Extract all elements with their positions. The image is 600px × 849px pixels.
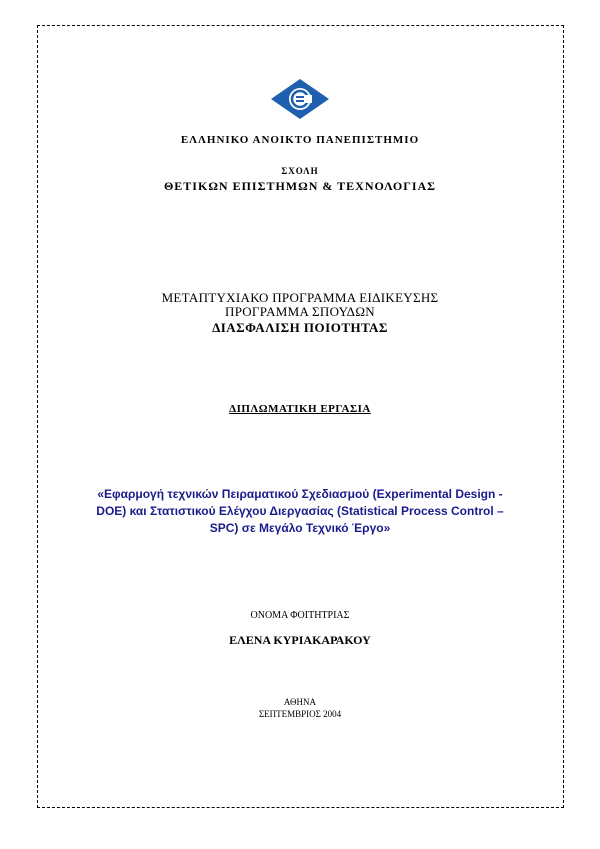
student-name: ΕΛΕΝΑ ΚΥΡΙΑΚΑΡΑΚΟΥ xyxy=(229,633,371,647)
thesis-label: ΔΙΠΛΩΜΑΤΙΚΗ ΕΡΓΑΣΙΑ xyxy=(229,403,371,415)
program-type: ΜΕΤΑΠΤΥΧΙΑΚΟ ΠΡΟΓΡΑΜΜΑ ΕΙΔΙΚΕΥΣΗΣ xyxy=(161,290,439,305)
city: ΑΘΗΝΑ xyxy=(283,697,317,707)
university-logo-icon xyxy=(270,78,330,120)
university-name: ΕΛΛΗΝΙΚΟ ΑΝΟΙΚΤΟ ΠΑΝΕΠΙΣΤΗΜΙΟ xyxy=(180,134,420,146)
thesis-title-line: DOE) και Στατιστικού Ελέγχου Διεργασίας (Statistical Process Control – xyxy=(96,504,504,518)
date: ΣΕΠΤΕΜΒΡΙΟΣ 2004 xyxy=(258,709,342,719)
faculty-name: ΘΕΤΙΚΩΝ ΕΠΙΣΤΗΜΩΝ & ΤΕΧΝΟΛΟΓΙΑΣ xyxy=(163,179,437,193)
student-name-label: ΟΝΟΜΑ ΦΟΙΤΗΤΡΙΑΣ xyxy=(250,610,350,621)
program-name: ΔΙΑΣΦΑΛΙΣΗ ΠΟΙΟΤΗΤΑΣ xyxy=(212,320,388,335)
thesis-title xyxy=(44,486,556,537)
thesis-title-line: «Εφαρμογή τεχνικών Πειραματικού Σχεδιασμού (Experimental Design - xyxy=(97,487,503,501)
program-label: ΠΡΟΓΡΑΜΜΑ ΣΠΟΥΔΩΝ xyxy=(225,304,375,319)
school-label: ΣΧΟΛΗ xyxy=(281,166,319,176)
thesis-title-line: SPC) σε Μεγάλο Τεχνικό Έργο» xyxy=(209,521,391,535)
